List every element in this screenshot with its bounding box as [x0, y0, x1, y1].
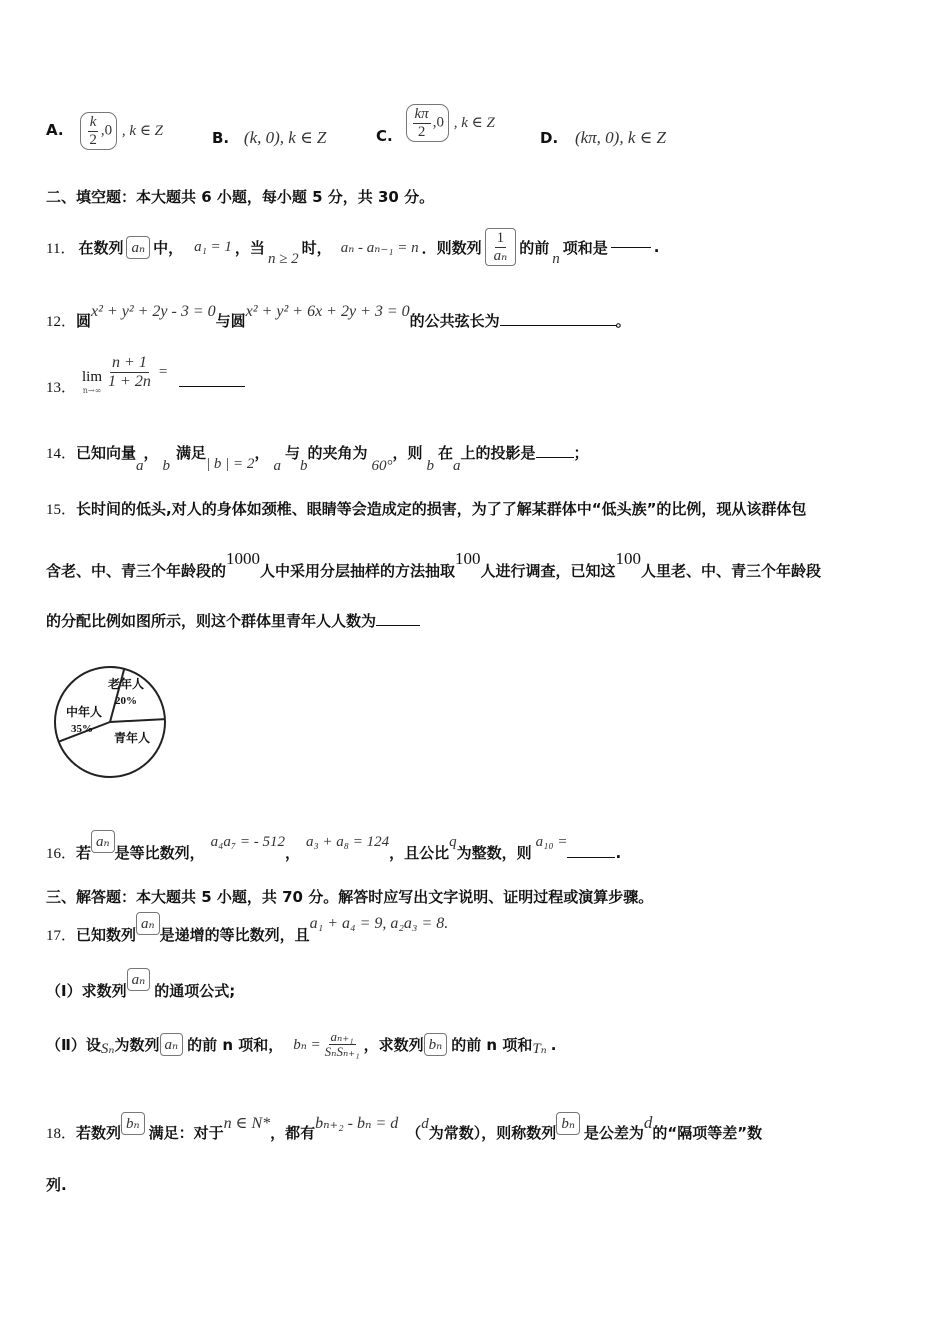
q12-end: 。 — [615, 312, 631, 330]
q15-text-c: 人进行调查，已知这 — [480, 562, 616, 580]
q17-text-1: 已知数列 — [76, 926, 137, 944]
option-a-tail: ,0 — [100, 122, 113, 139]
q14-number: 14． — [46, 446, 77, 462]
option-c — [376, 104, 495, 145]
q18-d-1: d — [421, 1116, 429, 1132]
q14-vec-b-2: b — [299, 458, 308, 474]
q14-text-5: ，则 — [392, 444, 423, 462]
q11-text-7: 项和是 — [562, 238, 608, 257]
q12-text-3: 的公共弦长为 — [409, 312, 500, 330]
q18-number: 18． — [46, 1126, 77, 1142]
q16-text-3: ，且公比 — [389, 844, 450, 862]
q11-text-3: ，当 — [234, 238, 265, 257]
option-d-label: D. — [540, 129, 559, 147]
q11-end: . — [653, 238, 660, 256]
question-13 — [46, 354, 245, 396]
q17-part-2-label: （Ⅱ）设 — [46, 1036, 101, 1055]
q15-text-b: 人中采用分层抽样的方法抽取 — [260, 562, 456, 580]
question-15-line-2 — [46, 549, 822, 581]
q14-vec-b: b — [162, 458, 171, 474]
option-a-den: 2 — [89, 131, 97, 148]
q14-text-6: 在 — [438, 444, 454, 462]
pie-label-young: 青年人 — [113, 731, 151, 745]
option-a — [46, 112, 163, 150]
option-c-label: C. — [376, 127, 393, 145]
pie-label-old: 老年人 — [107, 677, 145, 691]
q16-ratio: q — [449, 834, 457, 850]
q17-part-2-end: . — [550, 1035, 557, 1054]
q17-part-1-seq: aₙ — [127, 968, 151, 991]
question-18-line-2: 列. — [46, 1176, 67, 1194]
q11-recurrence: aₙ - aₙ₋₁ = n — [340, 239, 419, 256]
question-11 — [46, 228, 659, 266]
q13-limit — [82, 369, 102, 395]
q17-seq: aₙ — [136, 912, 160, 935]
q11-text-4: 时， — [301, 238, 332, 257]
q15-text-d: 人里老、中、青三个年龄段 — [641, 562, 822, 580]
q13-answer-blank[interactable] — [179, 386, 245, 387]
q11-number: 11． — [46, 240, 76, 257]
q11-a1: a₁ = 1 — [194, 238, 232, 255]
q17-text-2: 是递增的等比数列，且 — [159, 926, 310, 944]
q15-line-1-text: 长时间的低头,对人的身体如颈椎、眼睛等会造成定的损害，为了了解某群体中“低头族”的比例，现从该群体包 — [76, 500, 807, 518]
q17-part-2-text-4: 的前 n 项和 — [451, 1036, 533, 1055]
option-a-cond: , k ∈ Z — [121, 123, 164, 139]
q11-n: n — [552, 250, 560, 267]
q13-lim-sub: n→∞ — [82, 386, 102, 396]
q11-text-1: 在数列 — [78, 238, 124, 257]
q18-text-5: 为常数），则称数列 — [428, 1124, 557, 1142]
q17-bn: bₙ = — [293, 1037, 321, 1054]
q17-part-2-seq: aₙ — [160, 1033, 184, 1056]
q16-answer-blank[interactable] — [567, 857, 615, 858]
question-12 — [46, 300, 631, 330]
q14-text-4: 的夹角为 — [307, 444, 368, 462]
q11-text-2: 中， — [153, 238, 184, 257]
question-15-line-3 — [46, 610, 420, 631]
q11-frac-den: aₙ — [493, 247, 508, 264]
q18-seq-2: bₙ — [556, 1112, 580, 1135]
option-d-expr: (kπ, 0), k ∈ Z — [574, 128, 666, 147]
q17-part-2-text-2: 的前 n 项和， — [187, 1036, 284, 1055]
pie-label-mid: 中年人 — [65, 705, 103, 719]
q15-num-100-a: 100 — [455, 549, 481, 568]
q11-frac-num: 1 — [496, 230, 505, 246]
q14-text-3: 与 — [284, 444, 300, 462]
option-c-tail: ,0 — [432, 114, 444, 131]
q15-num-1000: 1000 — [226, 549, 261, 568]
q17-Tn: Tₙ — [532, 1041, 547, 1058]
q14-vec-a: a — [136, 458, 144, 474]
age-pie-chart — [52, 664, 168, 780]
q18-text-1: 若数列 — [76, 1124, 122, 1142]
q14-norm-b: | b | = 2 — [206, 456, 255, 472]
q11-text-5: ．则数列 — [421, 238, 482, 257]
q18-text-7: 的“隔项等差”数 — [652, 1124, 763, 1142]
q18-text-3: ，都有 — [270, 1124, 316, 1142]
q14-text-7: 上的投影是 — [460, 444, 536, 462]
q17-part-2-bseq: bₙ — [424, 1033, 448, 1056]
q17-Sn: Sₙ — [100, 1041, 115, 1058]
q16-text-4: 为整数，则 — [456, 844, 532, 862]
option-b-expr: (k, 0), k ∈ Z — [243, 128, 327, 147]
q14-comma-1: ， — [143, 444, 159, 462]
q16-text-2: 是等比数列， — [114, 844, 205, 862]
section2-title: 二、填空题：本大题共 6 小题，每小题 5 分，共 30 分。 — [46, 188, 435, 206]
q17-number: 17． — [46, 928, 77, 944]
q12-text-2: 与圆 — [215, 312, 246, 330]
question-17-part-1 — [46, 968, 236, 1000]
q14-vec-a-2: a — [273, 458, 281, 474]
q18-text-4: （ — [406, 1124, 422, 1142]
q14-answer-blank[interactable] — [536, 457, 574, 458]
q13-frac-den: 1 + 2n — [108, 372, 151, 390]
option-a-label: A. — [46, 121, 64, 139]
q18-n-in-N: n ∈ N* — [223, 1115, 271, 1132]
q14-text-1: 已知向量 — [76, 444, 137, 462]
question-18 — [46, 1112, 763, 1142]
q13-lim-word: lim — [82, 369, 103, 386]
q17-conditions: a₁ + a₄ = 9, a₂a₃ = 8. — [309, 915, 449, 932]
question-16 — [46, 830, 622, 862]
q15-answer-blank[interactable] — [376, 625, 420, 626]
q15-line-3-text: 的分配比例如图所示，则这个群体里青年人人数为 — [46, 612, 377, 630]
q12-answer-blank[interactable] — [500, 325, 616, 326]
q12-number: 12． — [46, 314, 77, 330]
q18-recurrence: bₙ₊₂ - bₙ = d — [315, 1115, 399, 1132]
option-c-num: kπ — [414, 106, 429, 122]
option-c-cond: , k ∈ Z — [453, 115, 495, 131]
question-15-line-1 — [46, 498, 806, 519]
q11-answer-blank[interactable] — [611, 247, 651, 248]
q14-comma-2: ， — [254, 444, 270, 462]
q11-reciprocal — [485, 228, 517, 266]
q14-text-2: 满足 — [176, 444, 207, 462]
q15-number: 15． — [46, 502, 77, 518]
q16-text-1: 若 — [76, 844, 92, 862]
option-a-num: k — [89, 114, 97, 130]
q17-part-1-text: （Ⅰ）求数列 — [46, 982, 127, 1000]
q13-fraction — [106, 354, 153, 390]
q16-number: 16． — [46, 846, 77, 862]
q18-d-2: d — [643, 1113, 653, 1132]
q17-part-2-text-3: ，求数列 — [363, 1036, 424, 1055]
q14-angle: 60° — [371, 458, 393, 474]
q11-text-6: 的前 — [519, 238, 550, 257]
q11-seq: aₙ — [126, 236, 150, 259]
question-17-part-2 — [46, 1030, 556, 1060]
q16-a10: a₁₀ = — [535, 834, 568, 850]
q16-end: . — [615, 844, 622, 862]
q13-frac-num: n + 1 — [112, 354, 147, 371]
section3-title: 三、解答题：本大题共 5 小题，共 70 分。解答时应写出文字说明、证明过程或演算步骤。 — [46, 888, 654, 906]
q12-text-1: 圆 — [76, 312, 92, 330]
q13-number: 13． — [46, 379, 77, 396]
q14-vec-a-3: a — [453, 458, 461, 474]
q14-end: ； — [573, 444, 589, 462]
q17-part-2-text-1: 为数列 — [114, 1036, 160, 1055]
q13-equals: = — [158, 363, 168, 380]
q17-bn-num: aₙ₊₁ — [330, 1029, 354, 1044]
q18-text-2: 满足：对于 — [148, 1124, 224, 1142]
q16-comma: ， — [284, 844, 300, 862]
pie-value-old: 20% — [115, 695, 137, 707]
q17-part-1-end: 的通项公式; — [154, 982, 236, 1000]
option-c-point — [406, 104, 449, 142]
q11-cond: n ≥ 2 — [267, 250, 299, 267]
q12-circle-1: x² + y² + 2y - 3 = 0 — [91, 303, 216, 320]
option-a-point — [80, 112, 117, 150]
q14-vec-b-3: b — [426, 458, 434, 474]
option-c-den: 2 — [417, 123, 426, 140]
question-17 — [46, 912, 449, 944]
q17-bn-fraction — [323, 1030, 362, 1060]
q18-seq: bₙ — [121, 1112, 145, 1135]
q16-product: a₄a₇ = - 512 — [210, 834, 285, 850]
option-d — [540, 128, 666, 148]
question-14 — [46, 442, 589, 474]
q15-text-a: 含老、中、青三个年龄段的 — [46, 562, 227, 580]
q12-circle-2: x² + y² + 6x + 2y + 3 = 0 — [245, 303, 410, 320]
q17-bn-den: SₙSₙ₊₁ — [324, 1044, 360, 1060]
q15-num-100-b: 100 — [615, 549, 642, 568]
q16-sum: a₃ + a₈ = 124 — [305, 834, 390, 850]
q16-seq: aₙ — [91, 830, 115, 853]
pie-value-mid: 35% — [71, 723, 93, 735]
q18-text-6: 是公差为 — [583, 1124, 644, 1142]
option-b-label: B. — [212, 129, 230, 147]
option-b — [212, 128, 326, 148]
